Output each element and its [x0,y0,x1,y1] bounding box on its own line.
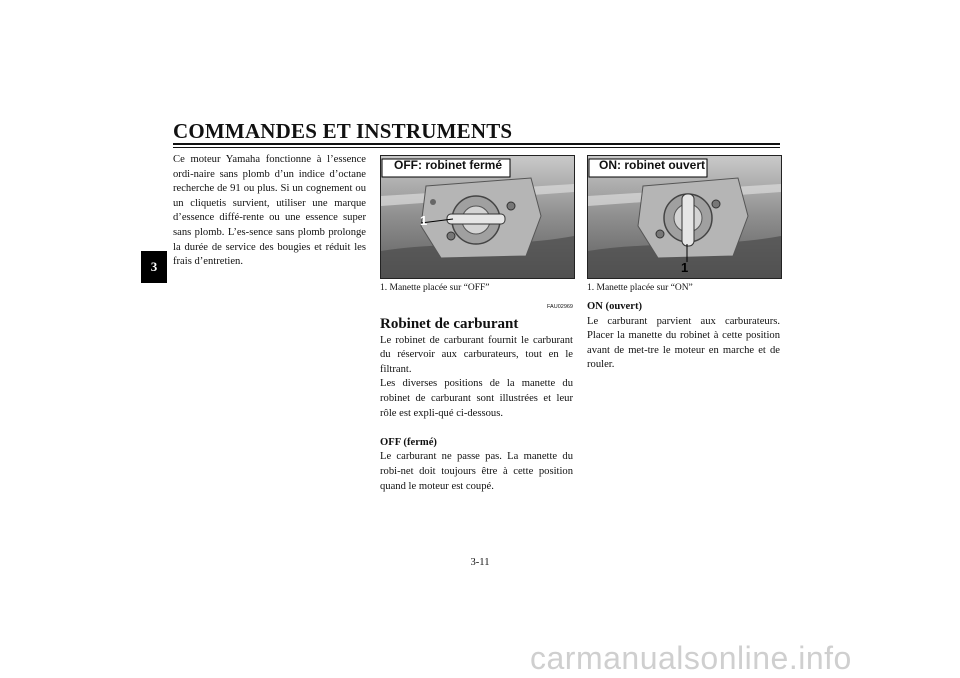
intro-column [173,153,366,270]
on-section [587,300,780,373]
watermark: carmanualsonline.info [530,640,852,676]
figure-off [380,155,575,294]
figure-on [587,155,782,294]
off-heading: OFF (fermé) [380,436,437,448]
figure-off-caption: 1. Manette placée sur “OFF” [380,283,490,293]
page-title: COMMANDES ET INSTRUMENTS [173,119,513,143]
figure-off-label: OFF: robinet fermé [394,158,503,172]
page-number: 3-11 [470,557,490,568]
header-rule-thin [173,147,780,148]
figure-on-callout: 1 [681,260,689,275]
on-text: Le carburant parvient aux carburateurs. Placer la manette du robinet à cette position avant de met-tre le moteur en marche et de rouler. [587,315,780,371]
chapter-tab: 3 [141,251,167,283]
fuel-cock-on-photo [587,155,782,279]
header-rule [173,143,780,145]
intro-paragraph: Ce moteur Yamaha fonctionne à l’essence ordi-naire sans plomb d’un indice d’octane recherche de 91 ou plus. Si un cognement ou un cliquetis survient, utiliser une marque d’essence diffé-rente ou une essence super sans plomb. L’es-sence sans plomb prolonge la durée de service des bougies et réduit les frais d’entretien. [173,154,366,268]
fuel-cock-section [380,300,573,494]
section-code: FAU02969 [547,304,573,310]
on-heading: ON (ouvert) [587,301,643,312]
section-title: Robinet de carburant [380,315,519,332]
figure-on-caption: 1. Manette placée sur “ON” [587,283,693,293]
section-paragraph-1: Le robinet de carburant fournit le carburant du réservoir aux carburateurs, tout en le filtrant. [380,334,573,375]
fuel-cock-off-photo [380,155,575,279]
figure-off-callout: 1 [420,213,428,228]
figure-on-label: ON: robinet ouvert [599,158,706,172]
off-text: Le carburant ne passe pas. La manette du robi-net doit toujours être à cette position quand le moteur est coupé. [380,451,573,492]
section-paragraph-2: Les diverses positions de la manette du robinet de carburant sont illustrées et leur rôle est expli-qué ci-dessous. [380,378,573,419]
